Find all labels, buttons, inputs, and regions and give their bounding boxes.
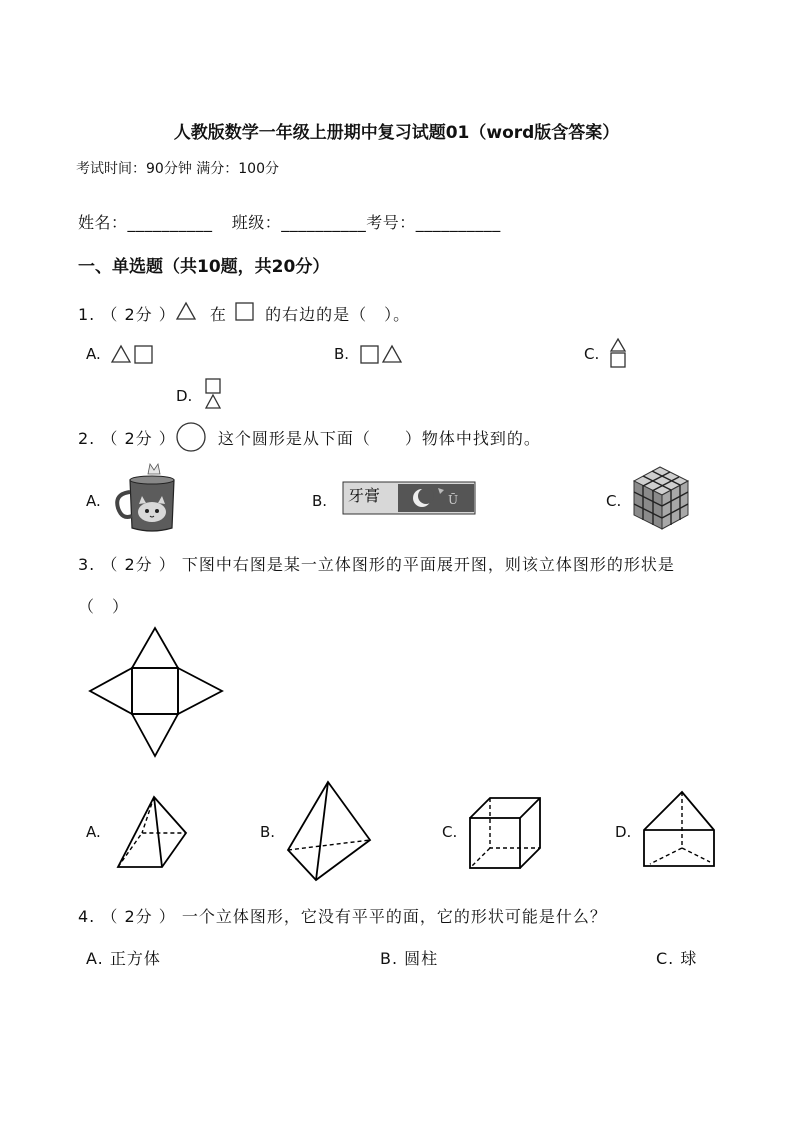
q4-option-b-label: B. bbox=[380, 949, 399, 968]
q3-text-continued: （ ） bbox=[78, 597, 130, 616]
student-info-line bbox=[78, 210, 501, 233]
q4-number: 4. bbox=[78, 907, 96, 926]
q4-text: 一个立体图形，它没有平平的面，它的形状可能是什么？ bbox=[181, 907, 607, 926]
id-label: 考号： bbox=[366, 213, 416, 232]
q1-option-a-shapes[interactable] bbox=[111, 345, 155, 363]
q4-option-b[interactable] bbox=[380, 946, 438, 969]
question-2-stem bbox=[78, 426, 541, 449]
q1-option-d-label[interactable]: D. bbox=[176, 387, 193, 405]
q4-option-c[interactable] bbox=[656, 946, 697, 969]
q2-option-a-label[interactable]: A. bbox=[86, 492, 101, 510]
q1-score: （ 2分 ） bbox=[101, 305, 176, 324]
rubiks-cube-image[interactable] bbox=[630, 465, 692, 531]
q4-option-a[interactable] bbox=[86, 946, 161, 969]
exam-info: 考试时间：90分钟 满分：100分 bbox=[76, 161, 279, 177]
class-label: 班级： bbox=[231, 213, 282, 232]
q1-option-b-label[interactable]: B. bbox=[334, 345, 350, 363]
q4-score: （ 2分 ） bbox=[101, 907, 176, 926]
q2-number: 2. bbox=[78, 429, 96, 448]
q2-text: 这个圆形是从下面（ ）物体中找到的。 bbox=[217, 429, 541, 448]
q3-option-b-label[interactable]: B. bbox=[260, 823, 276, 841]
q1-option-c-label[interactable]: C. bbox=[584, 345, 600, 363]
q4-option-c-label: C. bbox=[656, 949, 675, 968]
circle-icon bbox=[176, 422, 206, 452]
square-icon bbox=[235, 302, 255, 320]
id-blank[interactable]: __________ bbox=[415, 213, 501, 232]
tetrahedron-option[interactable] bbox=[286, 780, 374, 884]
q4-option-c-text: 球 bbox=[680, 949, 698, 968]
q1-number: 1. bbox=[78, 305, 96, 324]
pyramid-net-diagram bbox=[88, 626, 226, 760]
cat-mug-image[interactable] bbox=[112, 462, 192, 534]
toothpaste-label: 牙膏 bbox=[348, 486, 381, 505]
q1-option-a-label[interactable]: A. bbox=[86, 345, 101, 363]
exam-title: 人教版数学一年级上册期中复习试题01（word版含答案） bbox=[173, 123, 620, 143]
q2-option-c-label[interactable]: C. bbox=[606, 492, 622, 510]
q2-score: （ 2分 ） bbox=[101, 429, 176, 448]
q4-option-a-text: 正方体 bbox=[109, 949, 161, 968]
q3-option-a-label[interactable]: A. bbox=[86, 823, 101, 841]
q3-text: 下图中右图是某一立体图形的平面展开图，则该立体图形的形状是 bbox=[181, 555, 675, 574]
name-label: 姓名： bbox=[78, 213, 128, 232]
q3-score: （ 2分 ） bbox=[101, 555, 176, 574]
triangular-prism-option[interactable] bbox=[642, 790, 716, 870]
q1-text-a: 在 bbox=[209, 305, 227, 324]
q1-option-b-shapes[interactable] bbox=[360, 345, 404, 363]
cube-option[interactable] bbox=[468, 796, 542, 872]
q3-option-d-label[interactable]: D. bbox=[615, 823, 632, 841]
q1-option-d-shapes[interactable] bbox=[205, 378, 223, 410]
q3-number: 3. bbox=[78, 555, 96, 574]
q4-option-a-label: A. bbox=[86, 949, 104, 968]
class-blank[interactable]: __________ bbox=[281, 213, 367, 232]
triangle-icon bbox=[176, 302, 196, 320]
q2-option-b-label[interactable]: B. bbox=[312, 492, 328, 510]
q1-option-c-shapes[interactable] bbox=[610, 338, 628, 370]
question-3-stem bbox=[78, 552, 675, 575]
question-4-stem bbox=[78, 904, 607, 927]
svg-text:Ū: Ū bbox=[448, 493, 459, 507]
q4-option-b-text: 圆柱 bbox=[404, 949, 439, 968]
square-pyramid-option[interactable] bbox=[116, 795, 190, 871]
section-heading: 一、单选题（共10题，共20分） bbox=[78, 257, 330, 277]
q1-text-b: 的右边的是（ ）。 bbox=[265, 305, 411, 324]
name-blank[interactable]: __________ bbox=[127, 213, 213, 232]
q3-option-c-label[interactable]: C. bbox=[442, 823, 458, 841]
